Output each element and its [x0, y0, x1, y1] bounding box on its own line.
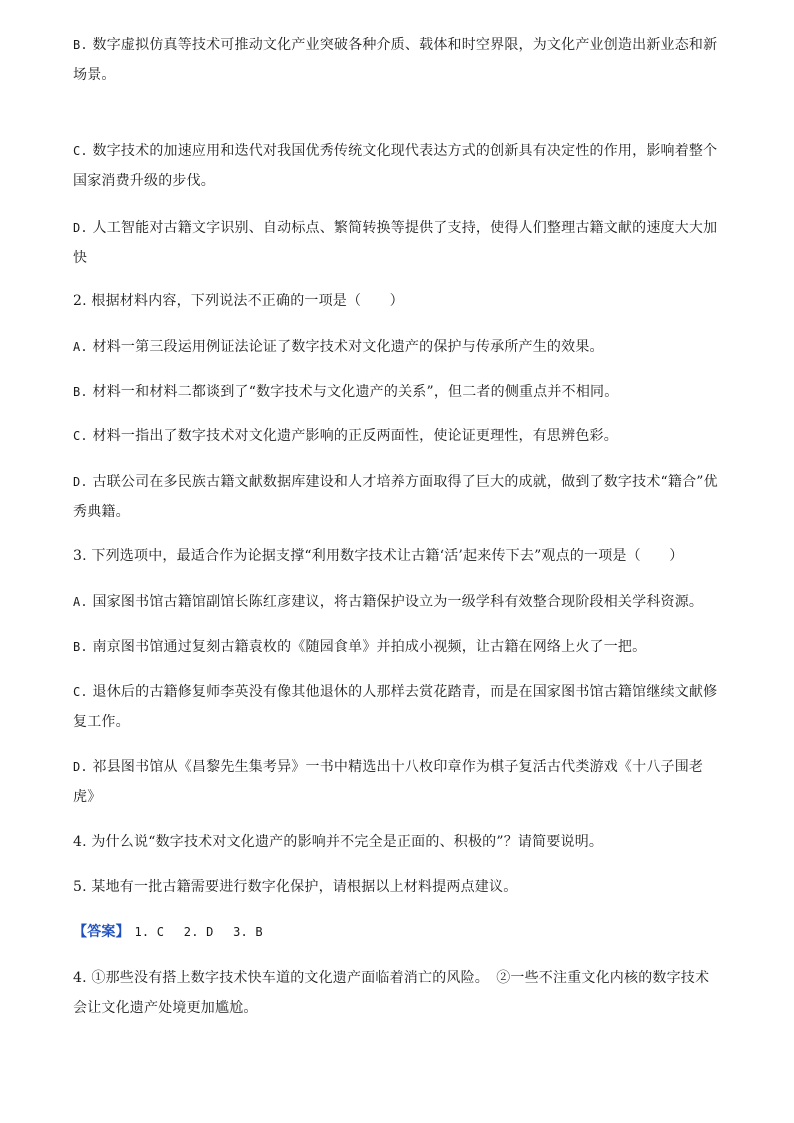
option-text: 材料一指出了数字技术对文化遗产影响的正反两面性，使论证更理性，有思辨色彩。 [92, 428, 618, 444]
option-label: A. [73, 595, 88, 609]
option-label: A. [73, 340, 88, 354]
option-text: 材料一第三段运用例证法论证了数字技术对文化遗产的保护与传承所产生的效果。 [92, 339, 604, 355]
q2-option-c [73, 421, 723, 451]
q3-option-d [73, 752, 723, 812]
option-label: B. [73, 385, 88, 399]
option-text: 南京图书馆通过复刻古籍袁枚的《随园食单》并拍成小视频，让古籍在网络上火了一把。 [92, 639, 647, 655]
q1-option-c [73, 136, 723, 196]
answer-values: 1. C 2. D 3. B [134, 925, 263, 939]
option-text: 数字虚拟仿真等技术可推动文化产业突破各种介质、载体和时空界限，为文化产业创造出新业态和新场景。 [73, 37, 718, 83]
question-2-stem: 2. 根据材料内容，下列说法不正确的一项是（ ） [73, 293, 404, 309]
q2-option-b [73, 377, 723, 407]
q3-option-c [73, 677, 723, 737]
question-3-stem: 3. 下列选项中，最适合作为论据支撑“利用数字技术让古籍‘活’起来传下去”观点的一项是（ ） [73, 548, 684, 564]
option-text: 退休后的古籍修复师李英没有像其他退休的人那样去赏花踏青，而是在国家图书馆古籍馆继续文献修复工作。 [73, 684, 718, 730]
question-4-stem: 4. 为什么说“数字技术对文化遗产的影响并不完全是正面的、积极的”？请简要说明。 [73, 834, 604, 850]
option-label: C. [73, 685, 88, 699]
option-label: B. [73, 640, 88, 654]
q3-option-a [73, 587, 723, 617]
option-label: C. [73, 429, 88, 443]
answer-tag: 【答案】 [73, 924, 130, 940]
q3-option-b [73, 632, 723, 662]
option-label: D. [73, 760, 88, 774]
question-5-stem: 5. 某地有一批古籍需要进行数字化保护，请根据以上材料提两点建议。 [73, 879, 518, 895]
answer-4: 4. ①那些没有搭上数字技术快车道的文化遗产面临着消亡的风险。 ②一些不注重文化内核的数字技术会让文化遗产处境更加尴尬。 [73, 970, 710, 1016]
option-text: 国家图书馆古籍馆副馆长陈红彦建议，将古籍保护设立为一级学科有效整合现阶段相关学科资源。 [92, 594, 704, 610]
option-label: B. [73, 38, 88, 52]
answer-line [73, 917, 723, 947]
option-label: D. [73, 475, 88, 489]
option-text: 数字技术的加速应用和迭代对我国优秀传统文化现代表达方式的创新具有决定性的作用，影响着整个国家消费升级的步伐。 [73, 143, 718, 189]
option-text: 祁县图书馆从《昌黎先生集考异》一书中精选出十八枚印章作为棋子复活古代类游戏《十八子围老虎》 [73, 759, 704, 805]
option-text: 古联公司在多民族古籍文献数据库建设和人才培养方面取得了巨大的成就，做到了数字技术“籍合”优秀典籍。 [73, 474, 718, 520]
q2-option-a [73, 332, 723, 362]
option-text: 材料一和材料二都谈到了“数字技术与文化遗产的关系”，但二者的侧重点并不相同。 [92, 384, 619, 400]
option-label: D. [73, 221, 88, 235]
option-label: C. [73, 144, 88, 158]
option-text: 人工智能对古籍文字识别、自动标点、繁简转换等提供了支持，使得人们整理古籍文献的速度大大加快 [73, 220, 718, 266]
q1-option-b [73, 30, 723, 90]
q2-option-d [73, 467, 723, 527]
q1-option-d [73, 213, 723, 273]
